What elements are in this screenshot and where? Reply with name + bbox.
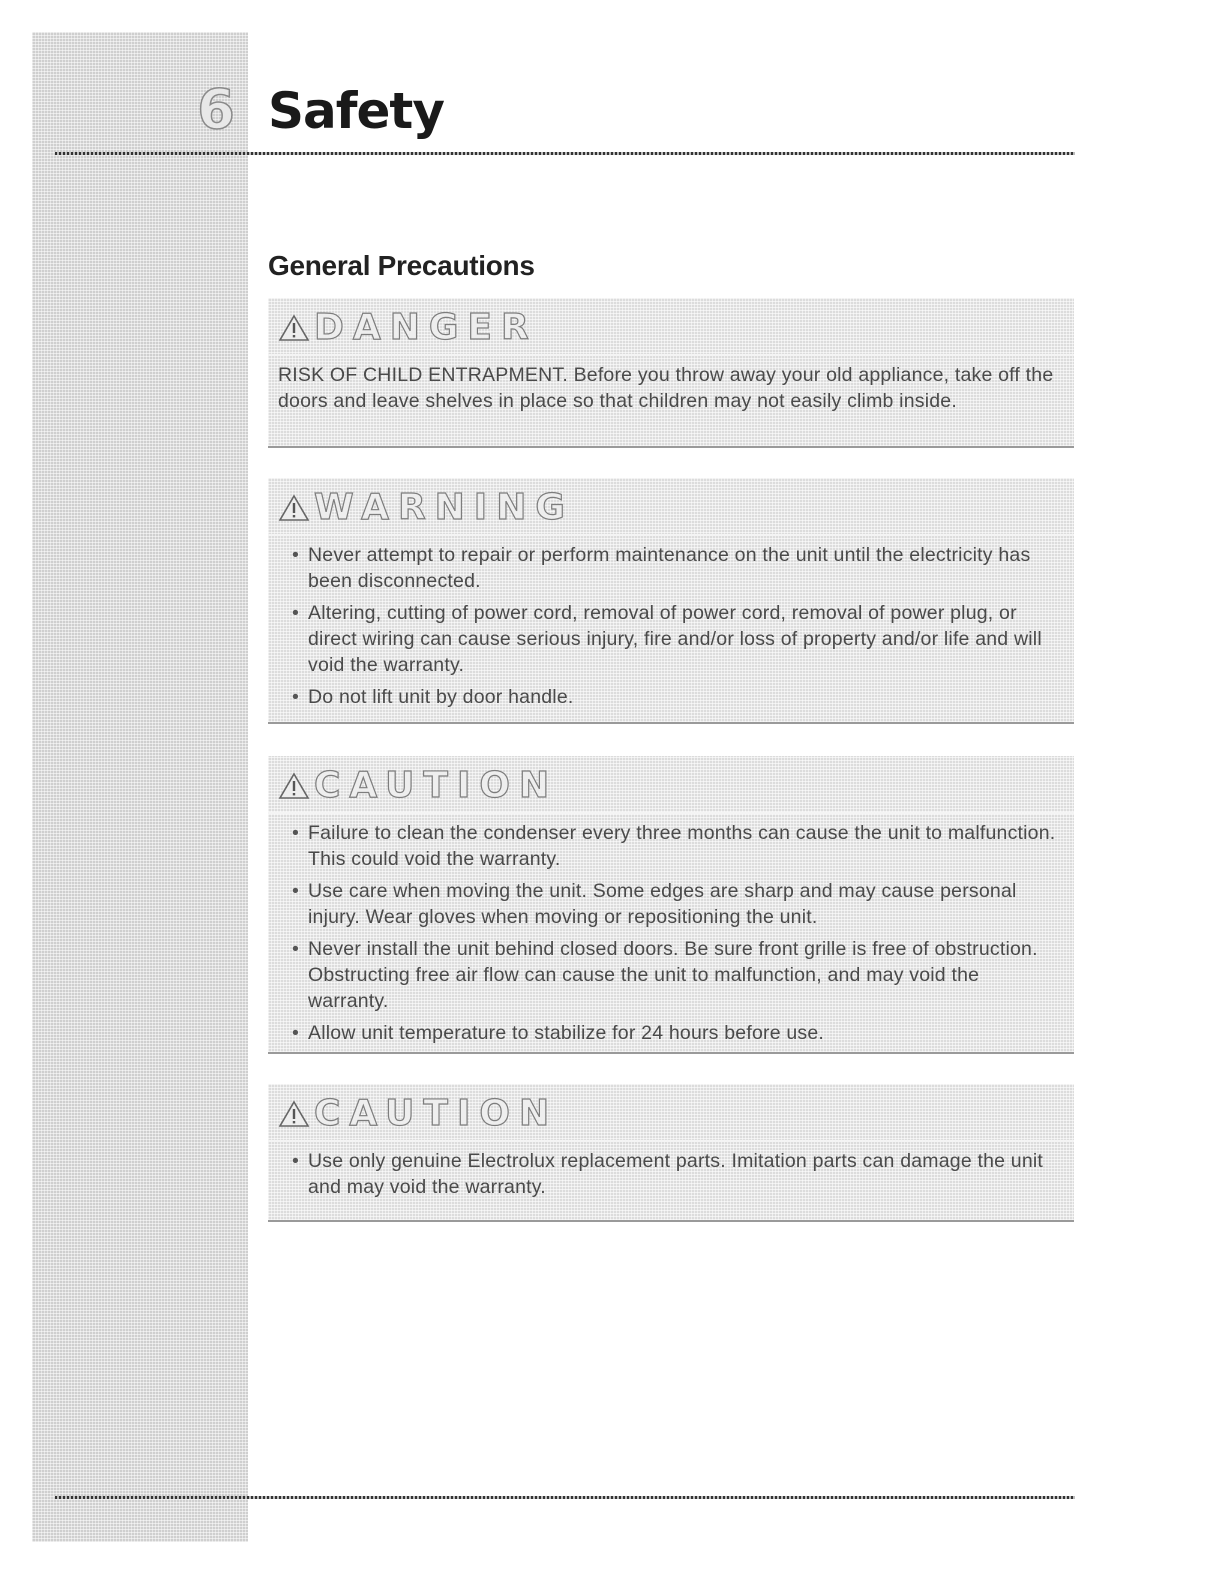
caution-notice <box>268 756 1074 1054</box>
caution-header <box>268 756 1074 814</box>
danger-notice <box>268 298 1074 448</box>
list-item: • Use care when moving the unit. Some edges are sharp and may cause personal injury. Wear gloves when moving or repositioning the unit. <box>278 878 1062 930</box>
list-item: • Never attempt to repair or perform maintenance on the unit until the electricity has been disconnected. <box>278 542 1062 594</box>
caution-parts-title: CAUTION <box>314 1093 559 1134</box>
warning-triangle-icon <box>278 494 310 522</box>
bottom-rule <box>55 1496 1075 1499</box>
top-rule <box>55 152 1075 155</box>
list-item: • Never install the unit behind closed doors. Be sure front grille is free of obstruction. Obstructing free air flow can cause the unit to malfunction, and may void the warranty. <box>278 936 1062 1014</box>
chapter-title: Safety <box>268 82 444 140</box>
warning-notice <box>268 478 1074 724</box>
chapter-number: 6 <box>197 78 235 141</box>
warning-triangle-icon <box>278 314 310 342</box>
warning-triangle-icon <box>278 772 310 800</box>
chapter-sidebar <box>32 32 248 1542</box>
caution-body <box>268 814 1074 1062</box>
caution-notice-parts <box>268 1084 1074 1222</box>
list-item: • Failure to clean the condenser every three months can cause the unit to malfunction. This could void the warranty. <box>278 820 1062 872</box>
warning-header <box>268 478 1074 536</box>
caution-parts-header <box>268 1084 1074 1142</box>
danger-header <box>268 298 1074 356</box>
danger-text: RISK OF CHILD ENTRAPMENT. Before you throw away your old appliance, take off the doors and leave shelves in place so that children may not easily climb inside. <box>278 364 1054 412</box>
caution-title: CAUTION <box>314 765 559 806</box>
warning-triangle-icon <box>278 1100 310 1128</box>
list-item: • Allow unit temperature to stabilize for 24 hours before use. <box>278 1020 1062 1046</box>
section-heading: General Precautions <box>268 250 535 281</box>
caution-parts-body <box>268 1142 1074 1216</box>
list-item: • Use only genuine Electrolux replacement parts. Imitation parts can damage the unit and may void the warranty. <box>278 1148 1062 1200</box>
list-item: • Altering, cutting of power cord, removal of power cord, removal of power plug, or direct wiring can cause serious injury, fire and/or loss of property and/or life and will void the warranty. <box>278 600 1062 678</box>
danger-title: DANGER <box>314 307 538 348</box>
danger-body <box>268 356 1074 424</box>
warning-title: WARNING <box>314 487 574 528</box>
list-item: • Do not lift unit by door handle. <box>278 684 1062 710</box>
warning-body <box>268 536 1074 726</box>
